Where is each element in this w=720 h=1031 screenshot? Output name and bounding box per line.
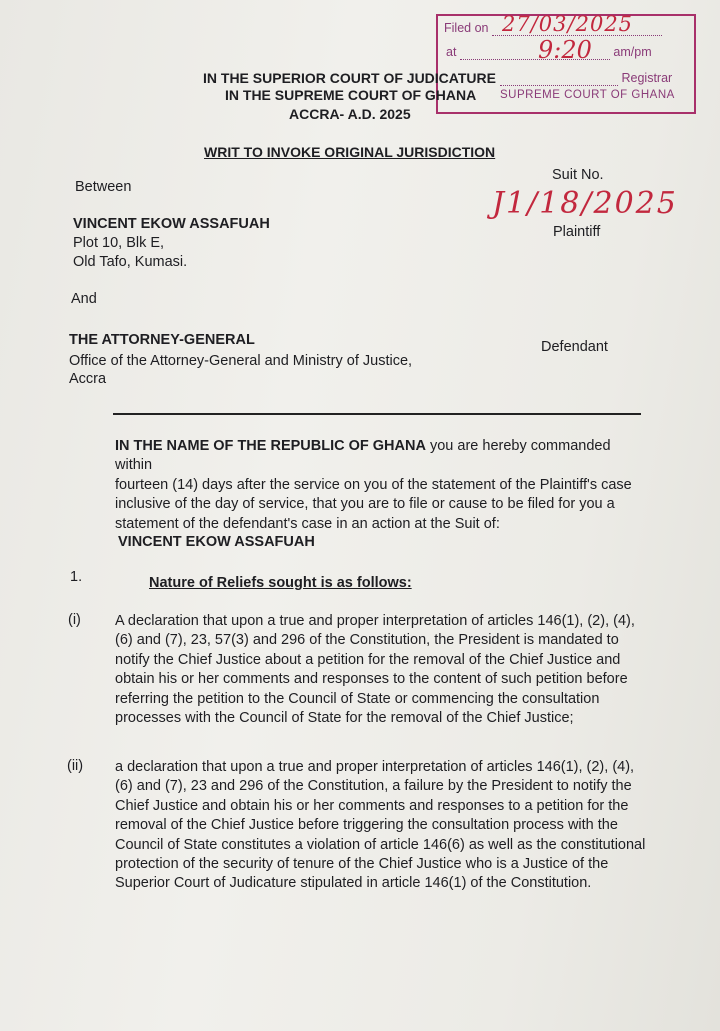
court-header-line1: IN THE SUPERIOR COURT OF JUDICATURE: [203, 70, 496, 86]
court-header-line2: IN THE SUPREME COURT OF GHANA: [225, 87, 477, 103]
command-line4: statement of the defendant's case in an action at the Suit of:: [115, 515, 500, 532]
relief-1-marker: (i): [68, 612, 81, 628]
separator-rule: [113, 413, 641, 415]
relief-2-line: protection of the security of tenure of the Chief Justice who is a Justice of the: [115, 856, 609, 873]
command-line1-rest: you are hereby commanded within: [115, 438, 611, 474]
plaintiff-role: Plaintiff: [553, 224, 601, 240]
relief-2-text: [115, 758, 651, 894]
defendant-role: Defendant: [541, 339, 608, 355]
plaintiff-address-line2: Old Tafo, Kumasi.: [73, 254, 188, 270]
reliefs-number: 1.: [70, 569, 83, 585]
relief-2-line: Council of State constitutes a violation of article 146(6) as well as the constitutional: [115, 836, 646, 853]
stamp-handwritten-time: 9:20: [538, 36, 592, 64]
relief-1-line: notify the Chief Justice about a petition for the removal of the Chief Justice and: [115, 651, 621, 668]
relief-1-text: [115, 612, 651, 728]
relief-1-line: obtain his or her comments and responses to the content of such petition before: [115, 671, 628, 688]
writ-title: WRIT TO INVOKE ORIGINAL JURISDICTION: [204, 144, 496, 160]
stamp-ampm: am/pm: [613, 45, 652, 59]
defendant-name: THE ATTORNEY-GENERAL: [69, 332, 255, 348]
relief-1-line: A declaration that upon a true and proper interpretation of articles 146(1), (2), (4),: [115, 613, 635, 629]
plaintiff-address-line1: Plot 10, Blk E,: [73, 235, 165, 251]
plaintiff-name: VINCENT EKOW ASSAFUAH: [73, 216, 270, 232]
stamp-court-name: SUPREME COURT OF GHANA: [500, 89, 675, 101]
stamp-registrar-label: Registrar: [621, 71, 673, 85]
reliefs-heading: Nature of Reliefs sought is as follows:: [149, 575, 412, 591]
relief-2-line: a declaration that upon a true and proper interpretation of articles 146(1), (2), (4),: [115, 759, 635, 775]
relief-2-line: Chief Justice and obtain his or her comments and responses to a petition for the: [115, 797, 629, 814]
command-line3: inclusive of the day of service, that you are to file or cause to be filed for you a: [115, 496, 615, 513]
stamp-handwritten-date: 27/03/2025: [502, 12, 634, 36]
stamp-filed-on-label: Filed on: [444, 21, 489, 35]
command-paragraph: [115, 437, 642, 534]
relief-2-line: Superior Court of Judicature stipulated in article 146(1) of the Constitution.: [115, 875, 592, 892]
suit-no-label: Suit No.: [552, 167, 604, 183]
relief-2-line: (6) and (7), 23 and 296 of the Constitution, a failure by the President to notify the: [115, 778, 632, 795]
relief-2-line: removal of the Chief Justice before triggering the consultation process with the: [115, 817, 618, 834]
between-label: Between: [75, 179, 132, 195]
suit-number-handwritten: J1/18/2025: [492, 186, 678, 221]
relief-1-line: processes with the Council of State for the removal of the Chief Justice;: [115, 710, 574, 727]
court-header-line3: ACCRA- A.D. 2025: [289, 106, 411, 122]
command-line2: fourteen (14) days after the service on you of the statement of the Plaintiff's case: [115, 476, 632, 493]
and-label: And: [71, 291, 97, 307]
command-lead-bold: IN THE NAME OF THE REPUBLIC OF GHANA: [115, 438, 426, 454]
relief-2-marker: (ii): [67, 758, 84, 774]
relief-1-line: referring the petition to the Council of State or commencing the consultation: [115, 690, 600, 707]
relief-1-line: (6) and (7), 23, 57(3) and 296 of the Constitution, the President is mandated to: [115, 632, 619, 649]
stamp-at-label: at: [446, 45, 457, 59]
defendant-address-line1: Office of the Attorney-General and Ministry of Justice,: [69, 353, 413, 369]
defendant-address-line2: Accra: [69, 371, 107, 387]
plaintiff-name-repeat: VINCENT EKOW ASSAFUAH: [118, 534, 315, 550]
